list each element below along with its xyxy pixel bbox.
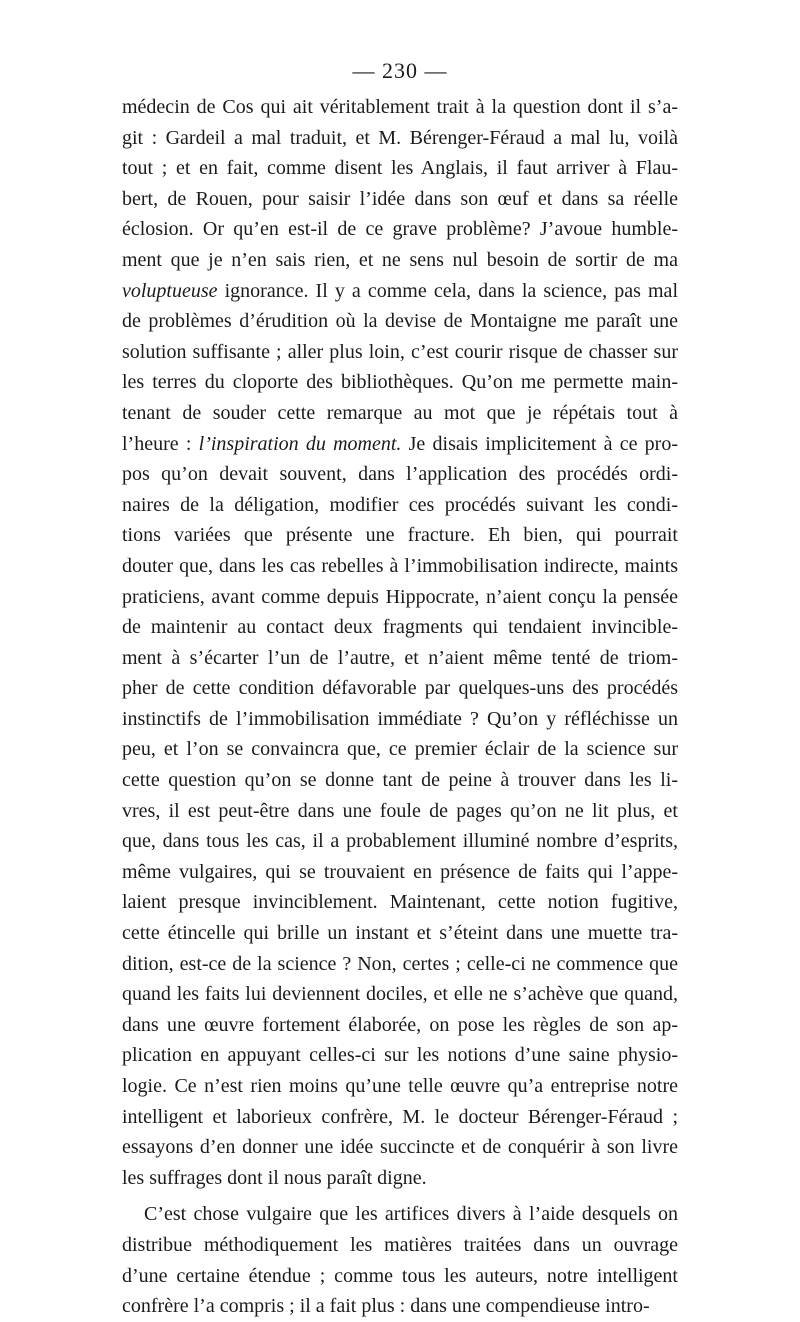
text-line: [122, 459, 678, 490]
line-text: naires de la déligation, modifier ces procédés suivant les condi-: [122, 493, 678, 516]
text-line: [122, 1163, 678, 1194]
line-text: dans une œuvre fortement élaborée, on pose les règles de son ap-: [122, 1013, 678, 1036]
line-text: de problèmes d’érudition où la devise de Montaigne me paraît une: [122, 310, 678, 333]
line-text: peu, et l’on se convaincra que, ce premier éclair de la science sur: [122, 738, 678, 761]
text-line: [122, 153, 678, 184]
italic-text: voluptueuse: [122, 279, 218, 302]
text-line: [122, 367, 678, 398]
page-number: — 230 —: [352, 58, 448, 83]
line-text: même vulgaires, qui se trouvaient en présence de faits qui l’appe-: [122, 860, 678, 883]
line-text: de maintenir au contact deux fragments qui tendaient invincible-: [122, 616, 678, 639]
text-line: [122, 1071, 678, 1102]
text-line: [122, 612, 678, 643]
text-line: [122, 1230, 678, 1261]
line-text: médecin de Cos qui ait véritablement trait à la question dont il s’a-: [122, 96, 678, 118]
line-text: les suffrages dont il nous paraît digne.: [122, 1166, 427, 1189]
text-line: [122, 214, 678, 245]
text-line: [122, 337, 678, 368]
line-text: vres, il est peut-être dans une foule de pages qu’on ne lit plus, et: [122, 799, 678, 822]
line-text: logie. Ce n’est rien moins qu’une telle œuvre qu’a entreprise notre: [122, 1075, 678, 1097]
line-text: Je disais implicitement à ce pro-: [401, 432, 678, 455]
line-text: l’heure :: [122, 432, 199, 455]
line-text: praticiens, avant comme depuis Hippocrate, n’aient conçu la pensée: [122, 585, 678, 608]
text-line: [122, 1132, 678, 1163]
line-text: ment à s’écarter l’un de l’autre, et n’aient même tenté de triom-: [122, 646, 678, 669]
line-text: essayons d’en donner une idée succincte et de conquérir à son livre: [122, 1136, 678, 1159]
text-line: [122, 398, 678, 429]
text-line: [122, 429, 678, 460]
text-line: [122, 520, 678, 551]
line-text: intelligent et laborieux confrère, M. le docteur Bérenger-Féraud ;: [122, 1105, 678, 1128]
line-text: quand les faits lui deviennent dociles, et elle ne s’achève que quand,: [122, 983, 678, 1006]
text-line: [122, 857, 678, 888]
text-line: [122, 1040, 678, 1071]
line-text: laient presque invinciblement. Maintenant, cette notion fugitive,: [122, 891, 678, 914]
text-line: [122, 704, 678, 735]
line-text: ignorance. Il y a comme cela, dans la science, pas mal: [217, 279, 678, 302]
text-line: [122, 276, 678, 307]
text-line: [122, 184, 678, 215]
line-text: git : Gardeil a mal traduit, et M. Bérenger-Féraud a mal lu, voilà: [122, 126, 678, 149]
text-line: [122, 643, 678, 674]
paragraph: [122, 1199, 678, 1321]
line-text: les terres du cloporte des bibliothèques. Qu’on me permette main-: [122, 371, 678, 394]
line-text: pos qu’on devait souvent, dans l’application des procédés ordi-: [122, 463, 678, 486]
text-line: [122, 92, 678, 123]
line-text: tout ; et en fait, comme disent les Anglais, il faut arriver à Flau-: [122, 157, 678, 180]
line-text: plication en appuyant celles-ci sur les notions d’une saine physio-: [122, 1044, 678, 1067]
line-text: instinctifs de l’immobilisation immédiate ? Qu’on y réfléchisse un: [122, 707, 678, 730]
line-text: confrère l’a compris ; il a fait plus : dans une compendieuse intro-: [122, 1295, 650, 1318]
text-line: [122, 1291, 678, 1322]
line-text: éclosion. Or qu’en est-il de ce grave problème? J’avoue humble-: [122, 218, 678, 241]
line-text: C’est chose vulgaire que les artifices divers à l’aide desquels on: [144, 1203, 678, 1226]
text-line: [122, 306, 678, 337]
line-text: cette étincelle qui brille un instant et s’éteint dans une muette tra-: [122, 922, 678, 945]
text-line: [122, 979, 678, 1010]
text-line: [122, 551, 678, 582]
line-text: bert, de Rouen, pour saisir l’idée dans son œuf et dans sa réelle: [122, 187, 678, 210]
text-line: [122, 918, 678, 949]
italic-text: l’inspiration du moment.: [198, 432, 402, 455]
text-line: [122, 1010, 678, 1041]
line-text: que, dans tous les cas, il a probablement illuminé nombre d’esprits,: [122, 830, 678, 853]
line-text: tions variées que présente une fracture. Eh bien, qui pourrait: [122, 524, 678, 547]
line-text: d’une certaine étendue ; comme tous les auteurs, notre intelligent: [122, 1264, 678, 1287]
text-line: [122, 1102, 678, 1133]
text-line: [122, 123, 678, 154]
text-line: [122, 1199, 678, 1230]
paragraph: [122, 92, 678, 1193]
text-line: [122, 949, 678, 980]
text-line: [122, 582, 678, 613]
text-line: [122, 826, 678, 857]
text-line: [122, 1261, 678, 1292]
text-line: [122, 796, 678, 827]
line-text: ment que je n’en sais rien, et ne sens nul besoin de sortir de ma: [122, 248, 678, 271]
body-text: [122, 92, 678, 1322]
line-text: cette question qu’on se donne tant de peine à trouver dans les li-: [122, 769, 678, 792]
line-text: tenant de souder cette remarque au mot que je répétais tout à: [122, 401, 678, 424]
text-line: [122, 245, 678, 276]
text-line: [122, 490, 678, 521]
text-line: [122, 734, 678, 765]
text-line: [122, 887, 678, 918]
line-text: douter que, dans les cas rebelles à l’immobilisation indirecte, maints: [122, 554, 678, 577]
line-text: distribue méthodiquement les matières traitées dans un ouvrage: [122, 1233, 678, 1256]
text-line: [122, 765, 678, 796]
line-text: pher de cette condition défavorable par quelques-uns des procédés: [122, 677, 678, 700]
line-text: dition, est-ce de la science ? Non, certes ; celle-ci ne commence que: [122, 952, 678, 975]
text-line: [122, 673, 678, 704]
line-text: solution suffisante ; aller plus loin, c’est courir risque de chasser sur: [122, 340, 678, 363]
